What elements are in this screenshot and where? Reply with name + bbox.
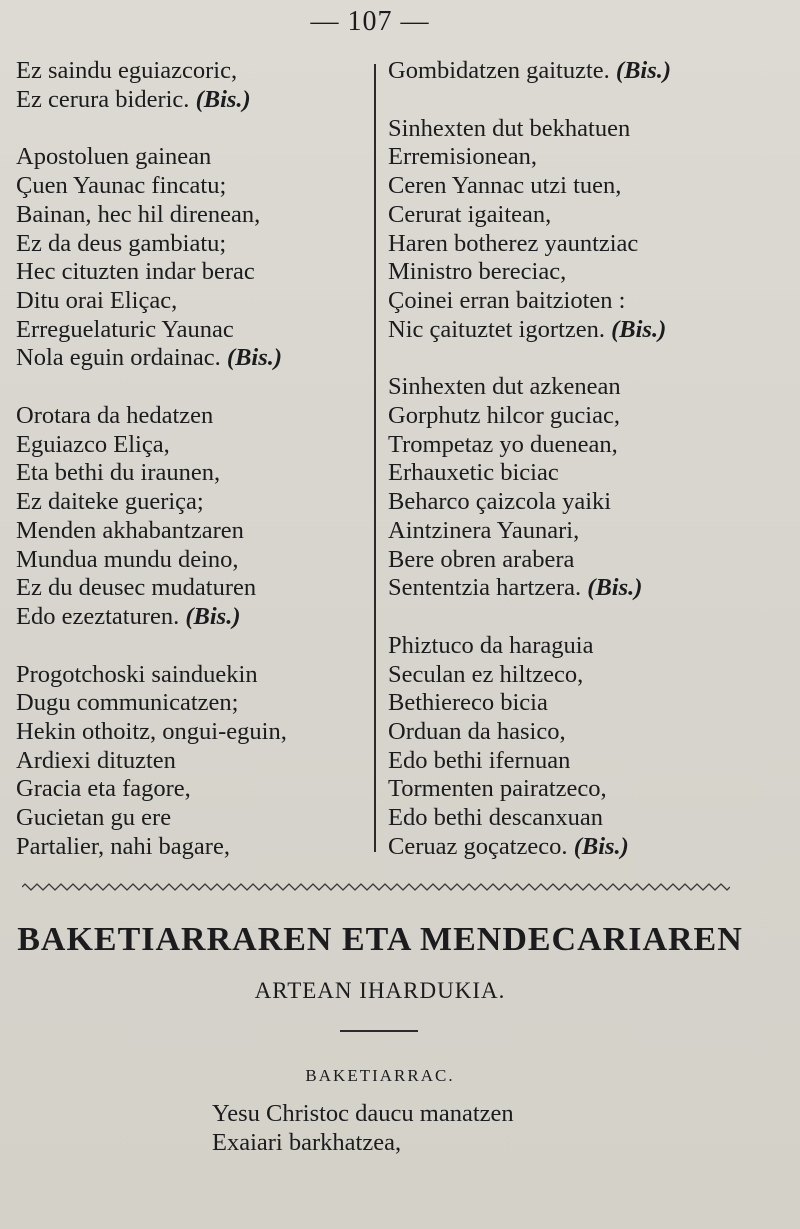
- bis-marker: (Bis.): [615, 57, 672, 84]
- stanza: [388, 115, 788, 345]
- verse-line: [16, 689, 366, 718]
- verse-line: [388, 689, 788, 718]
- verse-line: [16, 431, 366, 460]
- verse-text: Ez saindu eguiazcoric,: [16, 57, 238, 84]
- verse-text: Yesu Christoc daucu manatzen: [212, 1100, 514, 1127]
- verse-text: Nola eguin ordainac.: [16, 344, 221, 372]
- verse-text: Ez daiteke gueriça;: [16, 488, 204, 516]
- verse-line: [16, 775, 366, 804]
- verse-text: Exaiari barkhatzea,: [212, 1128, 402, 1156]
- verse-line: [16, 230, 366, 259]
- verse-line: [388, 833, 788, 862]
- verse-text: Mundua mundu deino,: [16, 545, 239, 573]
- verse-line: [388, 488, 788, 517]
- verse-text: Bainan, hec hil direnean,: [16, 200, 261, 228]
- verse-text: Erremisionean,: [388, 143, 537, 171]
- verse-line: [388, 373, 788, 402]
- verse-line: [388, 775, 788, 804]
- section-subtitle: ARTEAN IHARDUKIA.: [254, 978, 506, 1003]
- bis-marker: (Bis.): [587, 574, 643, 602]
- verse-line: [16, 804, 366, 833]
- verse-line: [16, 57, 366, 86]
- verse-text: Partalier, nahi bagare,: [16, 832, 230, 860]
- short-rule: [340, 1030, 418, 1032]
- verse-line: [388, 115, 788, 144]
- stanza: [16, 402, 366, 632]
- verse-text: Aintzinera Yaunari,: [388, 516, 580, 544]
- verse-text: Çuen Yaunac fincatu;: [16, 172, 227, 200]
- stanza: [388, 373, 788, 603]
- verse-text: Bethiereco bicia: [388, 689, 548, 717]
- column-divider: [374, 64, 376, 852]
- verse-line: [388, 804, 788, 833]
- verse-line: [16, 517, 366, 546]
- verse-text: Gucietan gu ere: [16, 804, 172, 832]
- verse-line: [16, 661, 366, 690]
- stanza: [16, 57, 366, 114]
- left-verse-column: [16, 57, 366, 891]
- speaker-label: BAKETIARRAC.: [305, 1066, 455, 1085]
- verse-text: Ditu orai Eliçac,: [16, 286, 178, 314]
- verse-line: [388, 632, 788, 661]
- verse-line: [388, 718, 788, 747]
- verse-line: [16, 574, 366, 603]
- bis-marker: (Bis.): [185, 602, 241, 630]
- verse-line: [16, 201, 366, 230]
- verse-text: Hekin othoitz, ongui-eguin,: [16, 718, 287, 746]
- verse-text: Edo bethi ifernuan: [388, 746, 571, 774]
- verse-text: Gorphutz hilcor guciac,: [388, 402, 620, 430]
- bis-marker: (Bis.): [611, 315, 667, 343]
- section-title: BAKETIARRAREN ETA MENDECARIAREN: [17, 921, 743, 958]
- verse-text: Sententzia hartzera.: [388, 574, 582, 602]
- verse-text: Dugu communicatzen;: [16, 689, 239, 717]
- verse-line: [16, 718, 366, 747]
- verse-line: [388, 230, 788, 259]
- verse-line: [388, 172, 788, 201]
- verse-text: Trompetaz yo duenean,: [388, 430, 618, 458]
- opening-verse: [212, 1100, 772, 1157]
- verse-line: [388, 517, 788, 546]
- verse-line: [16, 488, 366, 517]
- verse-text: Çoinei erran baitzioten :: [388, 286, 626, 314]
- verse-line: [212, 1100, 772, 1129]
- verse-text: Erreguelaturic Yaunac: [16, 315, 234, 343]
- verse-text: Ceren Yannac utzi tuen,: [388, 172, 622, 200]
- verse-line: [388, 57, 788, 86]
- verse-line: [16, 344, 366, 373]
- verse-text: Haren botherez yauntziac: [388, 229, 639, 257]
- verse-text: Edo ezeztaturen.: [16, 602, 180, 630]
- verse-text: Ez da deus gambiatu;: [16, 229, 227, 257]
- verse-line: [16, 287, 366, 316]
- verse-line: [16, 316, 366, 345]
- verse-text: Phiztuco da haraguia: [388, 631, 594, 659]
- bis-marker: (Bis.): [226, 344, 283, 372]
- verse-text: Gombidatzen gaituzte.: [388, 57, 610, 84]
- verse-text: Apostoluen gainean: [16, 143, 212, 171]
- verse-line: [388, 574, 788, 603]
- verse-line: [16, 402, 366, 431]
- verse-text: Eta bethi du iraunen,: [16, 459, 221, 487]
- stanza: [16, 143, 366, 373]
- bis-marker: (Bis.): [195, 85, 251, 113]
- verse-line: [16, 603, 366, 632]
- verse-text: Hec cituzten indar berac: [16, 258, 255, 286]
- verse-line: [388, 546, 788, 575]
- verse-text: Seculan ez hiltzeco,: [388, 660, 584, 688]
- verse-text: Eguiazco Eliça,: [16, 430, 170, 458]
- verse-line: [16, 546, 366, 575]
- verse-text: Tormenten pairatzeco,: [388, 775, 607, 803]
- stanza: [16, 661, 366, 862]
- verse-line: [16, 172, 366, 201]
- verse-line: [16, 459, 366, 488]
- verse-line: [16, 833, 366, 862]
- verse-line: [388, 661, 788, 690]
- verse-text: Ministro bereciac,: [388, 258, 567, 286]
- verse-line: [388, 431, 788, 460]
- stanza: [388, 632, 788, 862]
- verse-text: Bere obren arabera: [388, 545, 575, 573]
- verse-line: [388, 402, 788, 431]
- verse-text: Beharco çaizcola yaiki: [388, 488, 612, 516]
- verse-text: Progotchoski sainduekin: [16, 660, 258, 688]
- verse-text: Erhauxetic biciac: [388, 459, 559, 487]
- verse-text: Ceruaz goçatzeco.: [388, 832, 568, 860]
- verse-text: Nic çaituztet igortzen.: [388, 315, 605, 343]
- verse-line: [388, 316, 788, 345]
- verse-text: Edo bethi descanxuan: [388, 804, 603, 832]
- verse-text: Ez cerura bideric.: [16, 85, 190, 113]
- verse-text: Sinhexten dut azkenean: [388, 373, 621, 401]
- stanza: [388, 57, 788, 86]
- verse-line: [388, 287, 788, 316]
- verse-text: Orotara da hedatzen: [16, 402, 214, 430]
- verse-text: Menden akhabantzaren: [16, 516, 244, 544]
- verse-line: [16, 86, 366, 115]
- verse-text: Ez du deusec mudaturen: [16, 574, 257, 602]
- verse-text: Orduan da hasico,: [388, 718, 566, 746]
- verse-text: Gracia eta fagore,: [16, 775, 191, 803]
- page-number: — 107 —: [310, 6, 430, 37]
- verse-text: Sinhexten dut bekhatuen: [388, 114, 631, 142]
- verse-line: [388, 201, 788, 230]
- bis-marker: (Bis.): [573, 832, 629, 860]
- verse-line: [16, 258, 366, 287]
- verse-text: Cerurat igaitean,: [388, 200, 552, 228]
- verse-line: [388, 459, 788, 488]
- verse-line: [388, 747, 788, 776]
- wavy-separator: [22, 880, 730, 894]
- verse-line: [212, 1129, 772, 1158]
- right-verse-column: [388, 57, 788, 891]
- verse-line: [16, 143, 366, 172]
- verse-line: [388, 143, 788, 172]
- verse-line: [16, 747, 366, 776]
- verse-line: [388, 258, 788, 287]
- verse-text: Ardiexi dituzten: [16, 746, 176, 774]
